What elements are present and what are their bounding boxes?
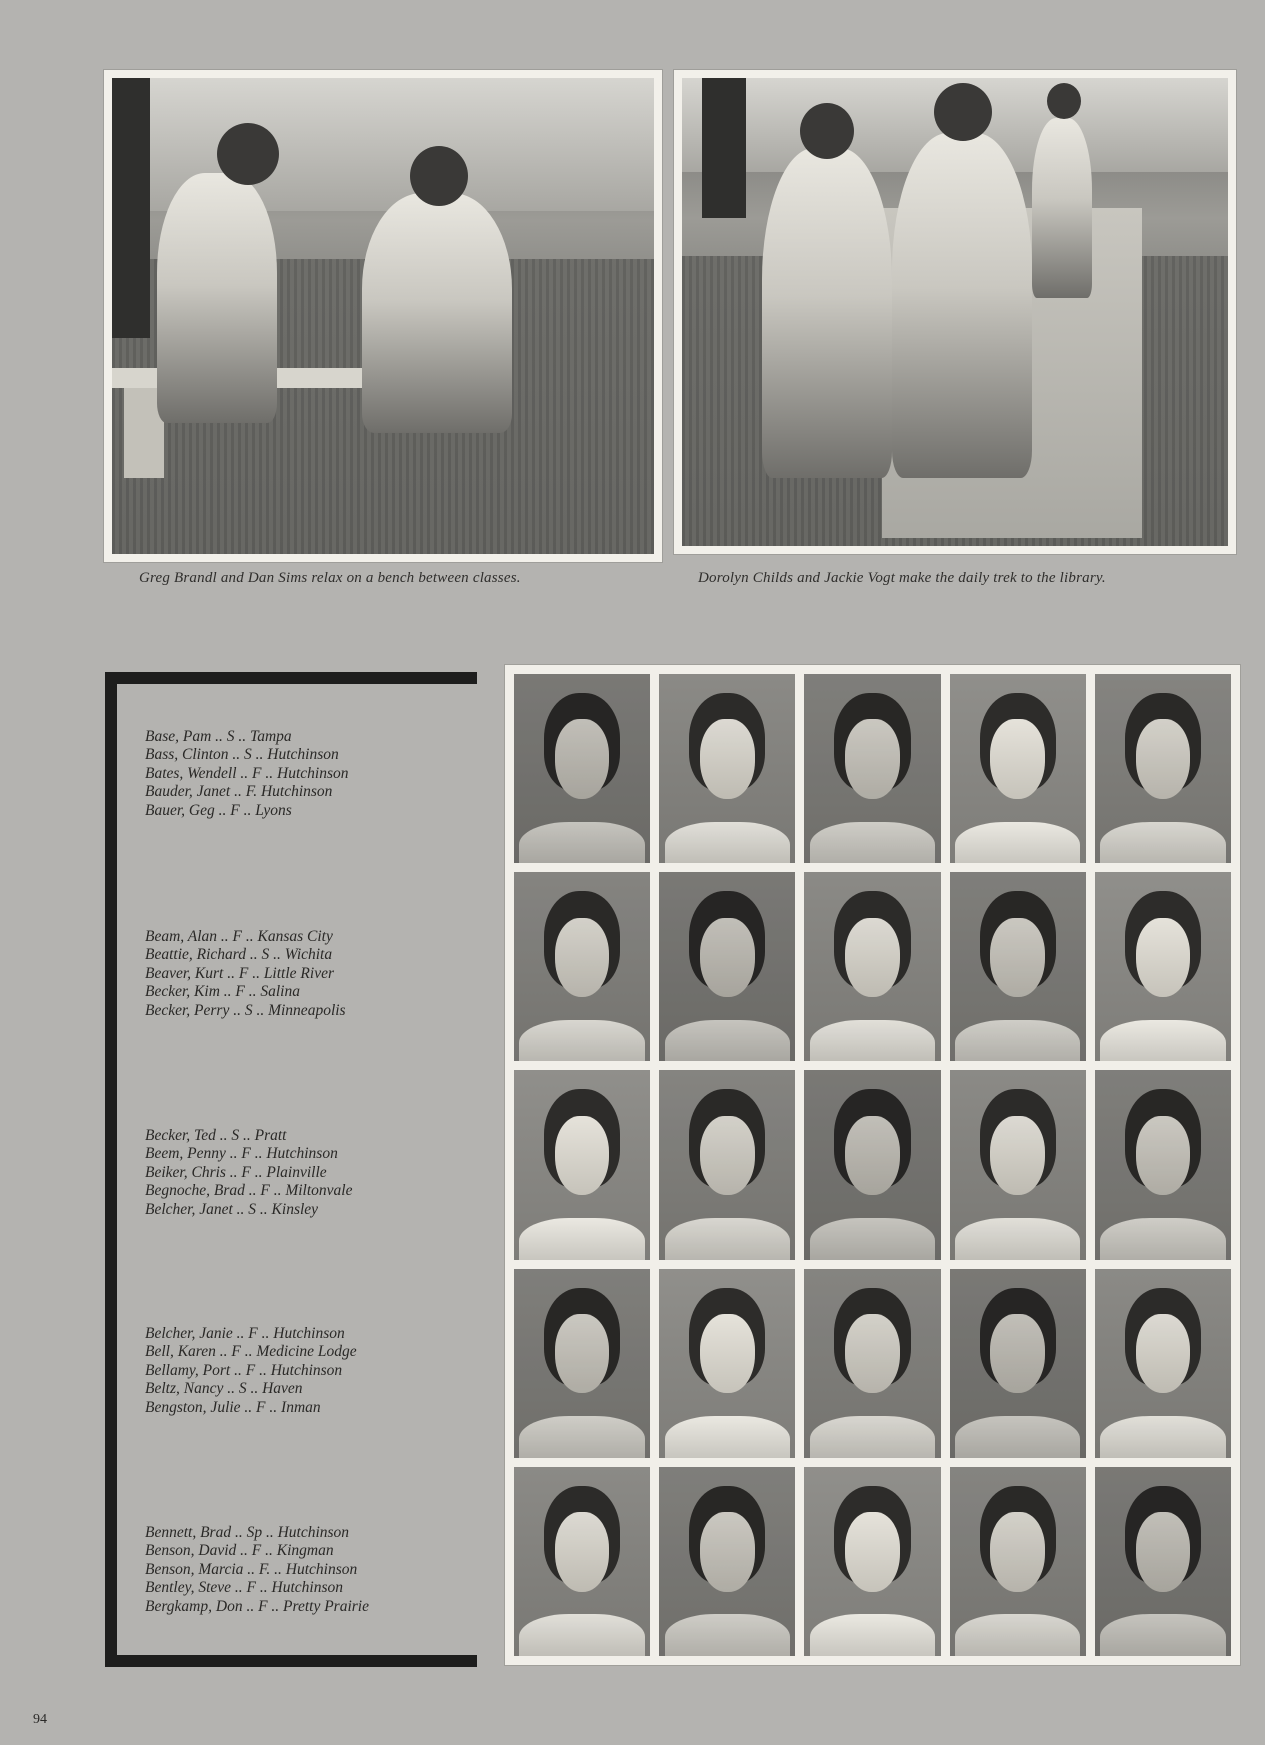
name-entry: Belcher, Janie .. F .. Hutchinson (145, 1325, 345, 1342)
name-entry: Beiker, Chris .. F .. Plainville (145, 1163, 327, 1181)
student-portrait (950, 1269, 1086, 1458)
student-portrait (950, 674, 1086, 863)
name-entry: Belcher, Janet .. S .. Kinsley (145, 1200, 319, 1218)
student-portrait (1095, 674, 1231, 863)
name-entry: Beaver, Kurt .. F .. Little River (145, 964, 334, 982)
name-entry: Benson, David .. F .. Kingman (145, 1542, 334, 1560)
student-portrait (514, 1269, 650, 1458)
student-portrait (804, 1070, 940, 1259)
student-portrait (1095, 1467, 1231, 1656)
photo-walk-image (682, 78, 1228, 546)
portrait-grid (505, 665, 1240, 1665)
name-entry: Becker, Ted .. S .. Pratt (145, 1127, 287, 1144)
student-portrait (804, 1467, 940, 1656)
name-entry: Bauder, Janet .. F. Hutchinson (145, 783, 333, 801)
student-portrait (950, 1467, 1086, 1656)
student-portrait (804, 674, 940, 863)
student-portrait (514, 674, 650, 863)
student-portrait (950, 872, 1086, 1061)
student-portrait (514, 1467, 650, 1656)
student-portrait (514, 872, 650, 1061)
name-group-2 (145, 928, 346, 1020)
name-group-1 (145, 728, 348, 820)
name-entry: Bennett, Brad .. Sp .. Hutchinson (145, 1524, 350, 1541)
name-entry: Beam, Alan .. F .. Kansas City (145, 928, 333, 945)
photo-bench-caption: Greg Brandl and Dan Sims relax on a bench between classes. (139, 570, 521, 586)
name-entry: Beem, Penny .. F .. Hutchinson (145, 1145, 338, 1163)
page-number: 94 (33, 1712, 47, 1727)
name-entry: Bellamy, Port .. F .. Hutchinson (145, 1361, 343, 1379)
name-group-5 (145, 1524, 369, 1616)
name-entry: Becker, Kim .. F .. Salina (145, 983, 300, 1001)
student-portrait (1095, 872, 1231, 1061)
student-portrait (659, 674, 795, 863)
student-portrait (804, 1269, 940, 1458)
student-portrait (514, 1070, 650, 1259)
student-portrait (659, 1269, 795, 1458)
student-portrait (950, 1070, 1086, 1259)
name-entry: Bentley, Steve .. F .. Hutchinson (145, 1579, 343, 1597)
name-entry: Benson, Marcia .. F. .. Hutchinson (145, 1560, 358, 1578)
name-entry: Beattie, Richard .. S .. Wichita (145, 946, 333, 964)
name-group-4 (145, 1325, 357, 1417)
name-group-3 (145, 1127, 352, 1219)
student-portrait (1095, 1269, 1231, 1458)
photo-walk (674, 70, 1236, 554)
name-entry: Becker, Perry .. S .. Minneapolis (145, 1001, 346, 1019)
name-entry: Bass, Clinton .. S .. Hutchinson (145, 746, 339, 764)
photo-walk-caption: Dorolyn Childs and Jackie Vogt make the daily trek to the library. (698, 570, 1106, 586)
name-entry: Bergkamp, Don .. F .. Pretty Prairie (145, 1597, 369, 1615)
name-entry: Base, Pam .. S .. Tampa (145, 728, 292, 745)
name-entry: Beltz, Nancy .. S .. Haven (145, 1380, 303, 1398)
photo-bench (104, 70, 662, 562)
photo-bench-image (112, 78, 654, 554)
student-portrait (804, 872, 940, 1061)
student-portrait (659, 1070, 795, 1259)
name-entry: Bates, Wendell .. F .. Hutchinson (145, 764, 349, 782)
student-portrait (659, 872, 795, 1061)
name-entry: Begnoche, Brad .. F .. Miltonvale (145, 1182, 353, 1200)
name-entry: Bell, Karen .. F .. Medicine Lodge (145, 1343, 357, 1361)
name-entry: Bauer, Geg .. F .. Lyons (145, 801, 292, 819)
student-portrait (1095, 1070, 1231, 1259)
name-entry: Bengston, Julie .. F .. Inman (145, 1398, 321, 1416)
student-portrait (659, 1467, 795, 1656)
